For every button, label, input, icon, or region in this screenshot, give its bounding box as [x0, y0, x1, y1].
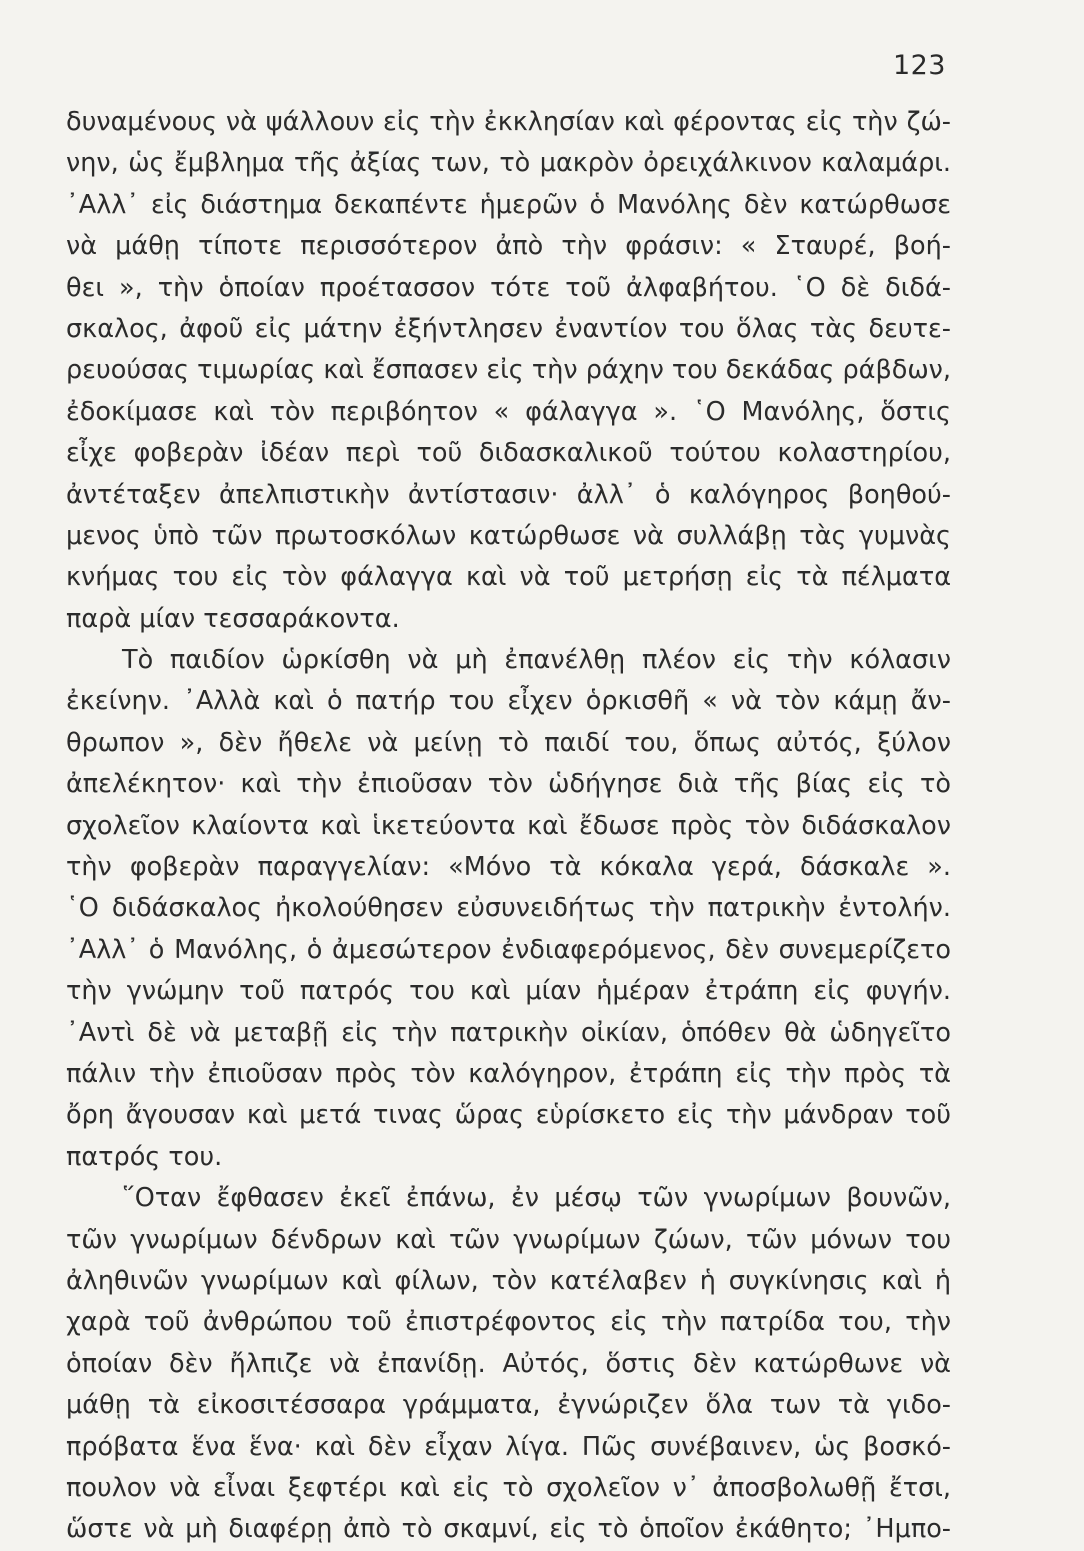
text-line: ᾿Αλλ᾿ εἰς διάστημα δεκαπέντε ἡμερῶν ὁ Μανόλης δὲν κατώρθωσε — [66, 189, 951, 220]
text-line: πρόβατα ἕνα ἕνα· καὶ δὲν εἶχαν λίγα. Πῶς συνέβαινεν, ὡς βοσκό- — [66, 1431, 951, 1462]
text-line: ὥστε νὰ μὴ διαφέρῃ ἀπὸ τὸ σκαμνί, εἰς τὸ ὁποῖον ἐκάθητο; ᾿Ημπο- — [66, 1514, 951, 1545]
text-line: θει », τὴν ὁποίαν προέτασσον τότε τοῦ ἀλφαβήτου. ῾Ο δὲ διδά- — [66, 272, 951, 303]
text-line: ἐδοκίμασε καὶ τὸν περιβόητον « φάλαγγα ». ῾Ο Μανόλης, ὅστις — [66, 396, 951, 427]
text-line: μάθῃ τὰ εἰκοσιτέσσαρα γράμματα, ἐγνώριζεν ὅλα των τὰ γιδο- — [66, 1390, 951, 1421]
text-line: νὰ μάθῃ τίποτε περισσότερον ἀπὸ τὴν φράσιν: « Σταυρέ, βοή- — [66, 231, 951, 262]
text-line: νην, ὡς ἔμβλημα τῆς ἀξίας των, τὸ μακρὸν ὀρειχάλκινον καλαμάρι. — [66, 148, 951, 179]
text-line: ᾿Αντὶ δὲ νὰ μεταβῇ εἰς τὴν πατρικὴν οἰκίαν, ὁπόθεν θὰ ὡδηγεῖτο — [66, 1017, 951, 1048]
text-line: ὄρη ἄγουσαν καὶ μετά τινας ὥρας εὑρίσκετο εἰς τὴν μάνδραν τοῦ — [66, 1100, 951, 1131]
body-text — [66, 102, 951, 1551]
text-line: χαρὰ τοῦ ἀνθρώπου τοῦ ἐπιστρέφοντος εἰς τὴν πατρίδα του, τὴν — [66, 1307, 951, 1338]
text-line: τῶν γνωρίμων δένδρων καὶ τῶν γνωρίμων ζώων, τῶν μόνων του — [66, 1224, 951, 1255]
text-line: ἀληθινῶν γνωρίμων καὶ φίλων, τὸν κατέλαβεν ἡ συγκίνησις καὶ ἡ — [66, 1265, 951, 1296]
text-line: τὴν γνώμην τοῦ πατρός του καὶ μίαν ἡμέραν ἐτράπη εἰς φυγήν. — [66, 976, 951, 1007]
text-line: θρωπον », δὲν ἤθελε νὰ μείνῃ τὸ παιδί του, ὅπως αὐτός, ξύλον — [66, 727, 951, 758]
paragraph-end-line: πατρός του. — [66, 1141, 223, 1172]
text-line: εἶχε φοβερὰν ἰδέαν περὶ τοῦ διδασκαλικοῦ τούτου κολαστηρίου, — [66, 438, 951, 469]
text-line: ἐκείνην. ᾿Αλλὰ καὶ ὁ πατήρ του εἶχεν ὁρκισθῆ « νὰ τὸν κάμῃ ἄν- — [66, 686, 951, 717]
text-line: σχολεῖον κλαίοντα καὶ ἱκετεύοντα καὶ ἔδωσε πρὸς τὸν διδάσκαλον — [66, 810, 951, 841]
paragraph-start-line: Τὸ παιδίον ὡρκίσθη νὰ μὴ ἐπανέλθῃ πλέον εἰς τὴν κόλασιν — [122, 645, 951, 676]
text-line: σκαλος, ἀφοῦ εἰς μάτην ἐξήντλησεν ἐναντίον του ὅλας τὰς δευτε- — [66, 313, 951, 344]
text-line: ᾿Αλλ᾿ ὁ Μανόλης, ὁ ἀμεσώτερον ἐνδιαφερόμενος, δὲν συνεμερίζετο — [66, 934, 951, 965]
paragraph-start-line: ῞Οταν ἔφθασεν ἐκεῖ ἐπάνω, ἐν μέσῳ τῶν γνωρίμων βουνῶν, — [122, 1183, 951, 1214]
text-line: κνήμας του εἰς τὸν φάλαγγα καὶ νὰ τοῦ μετρήσῃ εἰς τὰ πέλματα — [66, 562, 951, 593]
text-line: ἀπελέκητον· καὶ τὴν ἐπιοῦσαν τὸν ὡδήγησε διὰ τῆς βίας εἰς τὸ — [66, 769, 951, 800]
text-line: τὴν φοβερὰν παραγγελίαν: «Μόνο τὰ κόκαλα γερά, δάσκαλε ». — [66, 852, 951, 883]
paragraph-end-line: παρὰ μίαν τεσσαράκοντα. — [66, 603, 400, 634]
text-line: ἀντέταξεν ἀπελπιστικὴν ἀντίστασιν· ἀλλ᾿ ὁ καλόγηρος βοηθού- — [66, 479, 951, 510]
text-line: ρευούσας τιμωρίας καὶ ἔσπασεν εἰς τὴν ράχην του δεκάδας ράβδων, — [66, 355, 952, 386]
text-line: πάλιν τὴν ἐπιοῦσαν πρὸς τὸν καλόγηρον, ἐτράπη εἰς τὴν πρὸς τὰ — [66, 1058, 951, 1089]
text-line: ῾Ο διδάσκαλος ἠκολούθησεν εὐσυνειδήτως τὴν πατρικὴν ἐντολήν. — [66, 893, 951, 924]
text-line: δυναμένους νὰ ψάλλουν εἰς τὴν ἐκκλησίαν καὶ φέροντας εἰς τὴν ζώ- — [66, 107, 951, 137]
text-line: πουλον νὰ εἶναι ξεφτέρι καὶ εἰς τὸ σχολεῖον ν᾿ ἀποσβολωθῇ ἔτσι, — [66, 1472, 951, 1503]
page-number: 123 — [892, 50, 946, 81]
text-line: μενος ὑπὸ τῶν πρωτοσκόλων κατώρθωσε νὰ συλλάβῃ τὰς γυμνὰς — [66, 520, 951, 551]
text-line: ὁποίαν δὲν ἤλπιζε νὰ ἐπανίδῃ. Αὐτός, ὅστις δὲν κατώρθωνε νὰ — [66, 1348, 951, 1379]
